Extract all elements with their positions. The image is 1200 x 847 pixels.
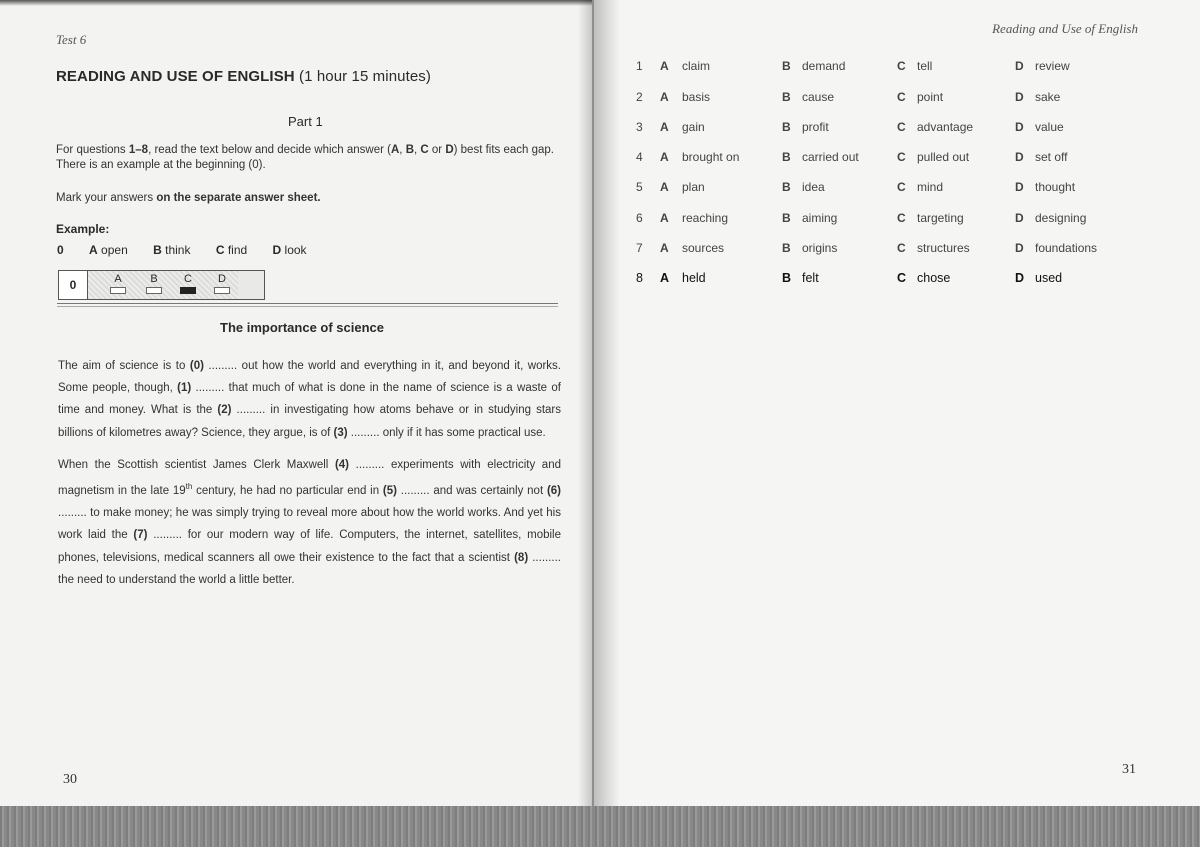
option-word: find <box>227 243 248 257</box>
answer-letter: D <box>218 273 226 285</box>
option-letter: D <box>1015 241 1024 255</box>
option-b-word: idea <box>802 180 825 194</box>
option-d-word: designing <box>1035 211 1087 225</box>
mark-answers-note <box>56 191 321 206</box>
option-c-word: chose <box>917 271 951 285</box>
story-paragraph-2 <box>58 454 561 591</box>
gutter-shadow-right <box>594 0 620 814</box>
gap-5: (5) <box>382 485 397 498</box>
text-run: ......... experiments with electricity and magnetism in the late 19 <box>58 459 561 498</box>
option-letter: D <box>1015 150 1024 164</box>
example-option-c <box>216 243 247 257</box>
answer-box-number: 0 <box>59 271 88 299</box>
answer-option-c <box>177 273 199 294</box>
option-c-word: structures <box>917 241 970 255</box>
gap-3: (3) <box>333 426 348 439</box>
option-letter: C <box>897 211 906 225</box>
option-word: open <box>101 243 128 257</box>
answer-option-b <box>143 273 165 294</box>
question-number: 7 <box>636 241 643 255</box>
instr-range: 1–8 <box>128 144 149 156</box>
option-d-word: used <box>1035 271 1063 285</box>
option-letter: B <box>782 271 792 285</box>
right-page <box>594 0 1200 814</box>
instr-letter-b: B <box>405 144 414 156</box>
option-letter: B <box>782 211 791 225</box>
option-c-word: advantage <box>917 120 974 134</box>
page-number-left: 30 <box>63 772 77 787</box>
example-options <box>57 243 329 257</box>
option-letter: D <box>1015 120 1024 134</box>
option-a-word: claim <box>682 59 711 73</box>
running-head-left: Test 6 <box>56 32 87 47</box>
option-letter: C <box>897 271 907 285</box>
option-b-word: felt <box>802 271 819 285</box>
option-a-word: reaching <box>682 211 729 225</box>
option-letter: A <box>660 90 669 104</box>
option-letter: B <box>782 90 791 104</box>
answer-bubble <box>146 287 162 294</box>
question-number: 8 <box>636 271 643 285</box>
gap-1: (1) <box>177 382 192 395</box>
gutter-shadow-left <box>578 0 592 808</box>
left-page <box>0 0 592 808</box>
option-letter: B <box>153 243 162 257</box>
option-b-word: origins <box>802 241 838 255</box>
option-letter: A <box>660 271 670 285</box>
option-c-word: tell <box>917 59 933 73</box>
option-a-word: brought on <box>682 150 740 164</box>
text-run: ......... in investigating how atoms behave or in studying stars billions of kilometres away? Science, they argue, is of <box>58 404 561 439</box>
option-a-word: plan <box>682 180 705 194</box>
text-run: ......... the need to understand the world a little better. <box>58 551 561 586</box>
option-letter: A <box>660 211 669 225</box>
answer-bubble-selected <box>180 287 196 294</box>
part-title: Part 1 <box>288 114 323 129</box>
example-label: Example: <box>56 222 110 236</box>
option-c-word: pulled out <box>917 150 970 164</box>
gap-8: (8) <box>514 551 529 564</box>
option-c-word: targeting <box>917 211 964 225</box>
gap-0: (0) <box>189 360 204 372</box>
option-letter: D <box>1015 59 1024 73</box>
mark-pre: Mark your answers <box>56 192 157 204</box>
option-letter: D <box>1015 211 1024 225</box>
option-a-word: held <box>682 271 706 285</box>
question-number: 5 <box>636 180 643 194</box>
instr-letter-d: D <box>445 144 454 156</box>
option-letter: C <box>897 59 906 73</box>
option-word: look <box>284 243 307 257</box>
option-letter: A <box>89 243 98 257</box>
text-run: ......... that much of what is done in the name of science is a waste of time and money. What is the <box>58 382 561 417</box>
page-number-right: 31 <box>1122 762 1136 777</box>
text-run: ......... out how the world and everything in it, and beyond it, works. Some people, though, <box>58 360 562 395</box>
option-d-word: set off <box>1035 150 1068 164</box>
title-bold: READING AND USE OF ENGLISH <box>56 68 295 85</box>
option-d-word: thought <box>1035 180 1076 194</box>
question-number: 4 <box>636 150 643 164</box>
option-c-word: point <box>917 90 944 104</box>
example-option-b <box>153 243 190 257</box>
option-letter: B <box>782 120 791 134</box>
option-letter: A <box>660 150 669 164</box>
example-number: 0 <box>57 243 64 257</box>
instr-mid: , read the text below and decide which answer ( <box>148 144 391 156</box>
title-duration: (1 hour 15 minutes) <box>299 68 431 85</box>
instr-pre: For questions <box>56 144 129 156</box>
option-letter: D <box>1015 90 1024 104</box>
gap-4: (4) <box>334 459 350 471</box>
text-run: When the Scottish scientist James Clerk Maxwell <box>58 459 335 471</box>
mark-bold: on the separate answer sheet. <box>156 192 321 204</box>
option-a-word: gain <box>682 120 705 134</box>
gap-7: (7) <box>133 529 148 542</box>
instr-post: ) best fits each gap. <box>453 144 555 156</box>
text-run: ......... and was certainly not <box>396 485 547 498</box>
gap-6: (6) <box>546 485 561 498</box>
text-run: The aim of science is to <box>58 360 190 372</box>
option-letter: C <box>897 150 906 164</box>
instructions: For questions 1–8, read the text below and decide which answer (A, B, C or D) best fits each gap. There is an example at the beginning (0). <box>56 144 555 171</box>
option-letter: B <box>782 150 791 164</box>
answer-option-a <box>107 273 129 294</box>
option-letter: B <box>782 180 791 194</box>
text-run: ......... to make money; he was simply trying to reveal more about how the world works. And yet his work laid the <box>58 507 561 542</box>
question-number: 2 <box>636 90 643 104</box>
question-number: 6 <box>636 211 643 225</box>
option-d-word: foundations <box>1035 241 1098 255</box>
option-b-word: profit <box>802 120 829 134</box>
option-letter: D <box>272 243 282 257</box>
text-run: century, he had no particular end in <box>192 485 383 498</box>
question-number: 3 <box>636 120 643 134</box>
option-letter: D <box>1015 271 1025 285</box>
option-b-word: cause <box>802 90 835 104</box>
superscript-th: th <box>185 482 193 492</box>
text-run: ......... only if it has some practical use. <box>347 426 546 439</box>
option-letter: C <box>897 120 906 134</box>
instr-line2: There is an example at the beginning (0). <box>56 159 266 171</box>
option-b-word: aiming <box>802 211 838 225</box>
option-letter: D <box>1015 180 1024 194</box>
answer-letter: C <box>184 273 192 285</box>
divider-rule <box>57 303 558 304</box>
option-b-word: carried out <box>802 150 859 164</box>
option-letter: C <box>897 180 906 194</box>
text-run: ......... for our modern way of life. Computers, the internet, satellites, mobile phones, televisions, medical scanners all owe their existence to the fact that a scientist <box>58 529 561 564</box>
example-option-a <box>89 243 128 257</box>
story-paragraph-1 <box>58 355 561 444</box>
page-title <box>56 68 431 85</box>
instr-letter-c: C <box>420 144 429 156</box>
answer-letter: B <box>150 273 158 285</box>
answer-letter: A <box>114 273 122 285</box>
book-page-edges <box>0 806 1200 847</box>
option-letter: B <box>782 241 791 255</box>
option-b-word: demand <box>802 59 846 73</box>
option-letter: A <box>660 59 669 73</box>
option-word: think <box>165 243 191 257</box>
option-d-word: sake <box>1035 90 1061 104</box>
option-a-word: sources <box>682 241 725 255</box>
option-letter: C <box>215 243 225 257</box>
option-letter: C <box>897 90 906 104</box>
running-head-right: Reading and Use of English <box>992 21 1138 36</box>
option-letter: A <box>660 241 669 255</box>
answer-bubble <box>214 287 230 294</box>
example-option-d <box>273 243 307 257</box>
answer-bubble <box>110 287 126 294</box>
option-a-word: basis <box>682 90 711 104</box>
divider-rule-2 <box>57 306 558 307</box>
option-c-word: mind <box>917 180 944 194</box>
answer-option-d <box>211 273 233 294</box>
instr-letter-a: A <box>390 144 400 156</box>
page-top-shadow <box>0 0 592 6</box>
question-number: 1 <box>636 59 643 73</box>
option-d-word: review <box>1035 59 1070 73</box>
option-letter: C <box>897 241 906 255</box>
option-letter: A <box>660 120 669 134</box>
story-title: The importance of science <box>220 320 384 335</box>
example-answer-box <box>58 270 265 300</box>
option-letter: A <box>660 180 669 194</box>
gap-2: (2) <box>217 404 232 417</box>
option-d-word: value <box>1035 120 1064 134</box>
option-letter: B <box>782 59 791 73</box>
